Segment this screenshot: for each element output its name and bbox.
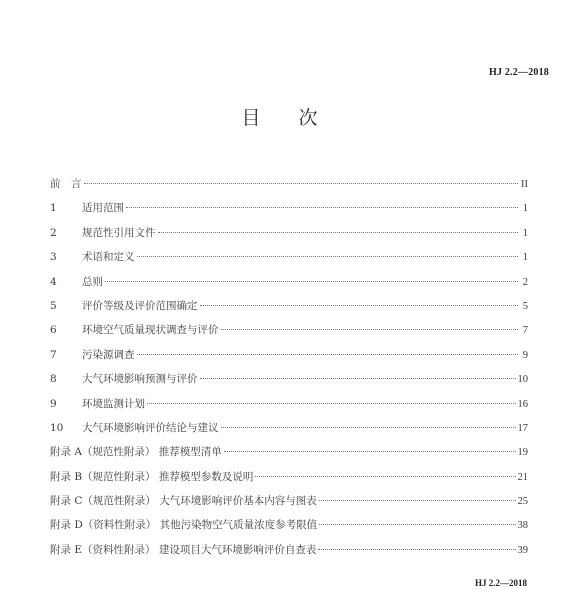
toc-leader-dots — [319, 500, 516, 501]
toc-leader-dots — [137, 354, 519, 355]
toc-entry-label: 环境空气质量现状调查与评价 — [82, 324, 219, 337]
toc-entry-page: 19 — [517, 447, 528, 459]
toc-entry-label: 规范性引用文件 — [82, 226, 156, 239]
toc-entry-page: 17 — [517, 422, 528, 434]
toc-entry-page: 10 — [517, 374, 528, 386]
toc-entry — [50, 517, 528, 541]
toc-entry-page: 1 — [522, 227, 528, 239]
toc-entry-page: 9 — [522, 349, 528, 361]
toc-entry-page: 7 — [522, 325, 528, 337]
table-of-contents — [50, 176, 528, 566]
toc-entry-number: 5 — [50, 299, 57, 312]
toc-entry — [50, 420, 528, 444]
toc-entry — [50, 200, 528, 224]
toc-leader-dots — [221, 329, 519, 330]
toc-entry-label: 附录 E（资料性附录） 建设项目大气环境影响评价自查表 — [50, 543, 317, 556]
toc-entry-label: 污染源调查 — [82, 348, 135, 361]
toc-entry-label: 大气环境影响评价结论与建议 — [82, 421, 219, 434]
toc-entry — [50, 322, 528, 346]
toc-entry — [50, 249, 528, 273]
toc-entry-page: II — [521, 179, 528, 190]
toc-entry-label: 评价等级及评价范围确定 — [82, 299, 198, 312]
toc-entry — [50, 493, 528, 517]
toc-leader-dots — [84, 183, 519, 184]
toc-entry-label: 环境监测计划 — [82, 397, 145, 410]
toc-entry-number: 1 — [50, 202, 57, 215]
toc-entry-page: 5 — [522, 300, 528, 312]
page-title: 目 次 — [241, 107, 334, 129]
toc-entry-number: 3 — [50, 251, 57, 264]
toc-entry-number: 4 — [50, 275, 57, 288]
toc-entry — [50, 542, 528, 566]
standard-code-footer: HJ 2.2—2018 — [474, 578, 527, 588]
toc-entry-page: 21 — [517, 471, 528, 483]
toc-entry-number: 8 — [50, 373, 57, 386]
toc-leader-dots — [158, 232, 519, 233]
toc-entry-label: 附录 D（资料性附录） 其他污染物空气质量浓度参考限值 — [50, 519, 318, 532]
toc-entry-label: 前 言 — [50, 178, 82, 190]
toc-leader-dots — [137, 256, 519, 257]
toc-entry-label: 术语和定义 — [82, 251, 135, 264]
toc-entry — [50, 176, 528, 200]
toc-entry — [50, 396, 528, 420]
toc-entry-page: 39 — [517, 544, 528, 556]
toc-leader-dots — [200, 378, 516, 379]
toc-entry-page: 1 — [522, 252, 528, 264]
toc-entry-label: 附录 A（规范性附录） 推荐模型清单 — [50, 446, 222, 459]
toc-leader-dots — [200, 305, 519, 306]
toc-entry-page: 2 — [522, 276, 528, 288]
toc-entry-label: 适用范围 — [82, 202, 124, 215]
toc-entry — [50, 444, 528, 468]
toc-leader-dots — [255, 476, 515, 477]
toc-leader-dots — [105, 281, 518, 282]
toc-entry-page: 25 — [517, 496, 528, 508]
toc-entry-label: 总则 — [82, 275, 103, 288]
toc-entry-page: 38 — [517, 520, 528, 532]
toc-leader-dots — [319, 524, 515, 525]
toc-entry-number: 6 — [50, 324, 57, 337]
toc-entry-number: 2 — [50, 226, 57, 239]
toc-leader-dots — [221, 427, 516, 428]
toc-entry — [50, 298, 528, 322]
toc-leader-dots — [224, 451, 516, 452]
toc-entry — [50, 347, 528, 371]
toc-leader-dots — [318, 549, 515, 550]
toc-entry — [50, 225, 528, 249]
standard-code-header: HJ 2.2—2018 — [489, 67, 549, 78]
toc-entry-label: 附录 C（规范性附录） 大气环境影响评价基本内容与图表 — [50, 495, 317, 508]
toc-entry-number: 7 — [50, 348, 57, 361]
toc-entry-page: 16 — [517, 398, 528, 410]
toc-entry-number: 9 — [50, 397, 57, 410]
toc-entry-label: 大气环境影响预测与评价 — [82, 373, 198, 386]
toc-entry — [50, 371, 528, 395]
toc-entry-label: 附录 B（规范性附录） 推荐模型参数及说明 — [50, 470, 254, 483]
toc-entry-number: 10 — [50, 421, 64, 434]
toc-leader-dots — [147, 403, 516, 404]
toc-entry-page: 1 — [522, 203, 528, 215]
toc-leader-dots — [126, 207, 518, 208]
toc-entry — [50, 274, 528, 298]
toc-entry — [50, 469, 528, 493]
